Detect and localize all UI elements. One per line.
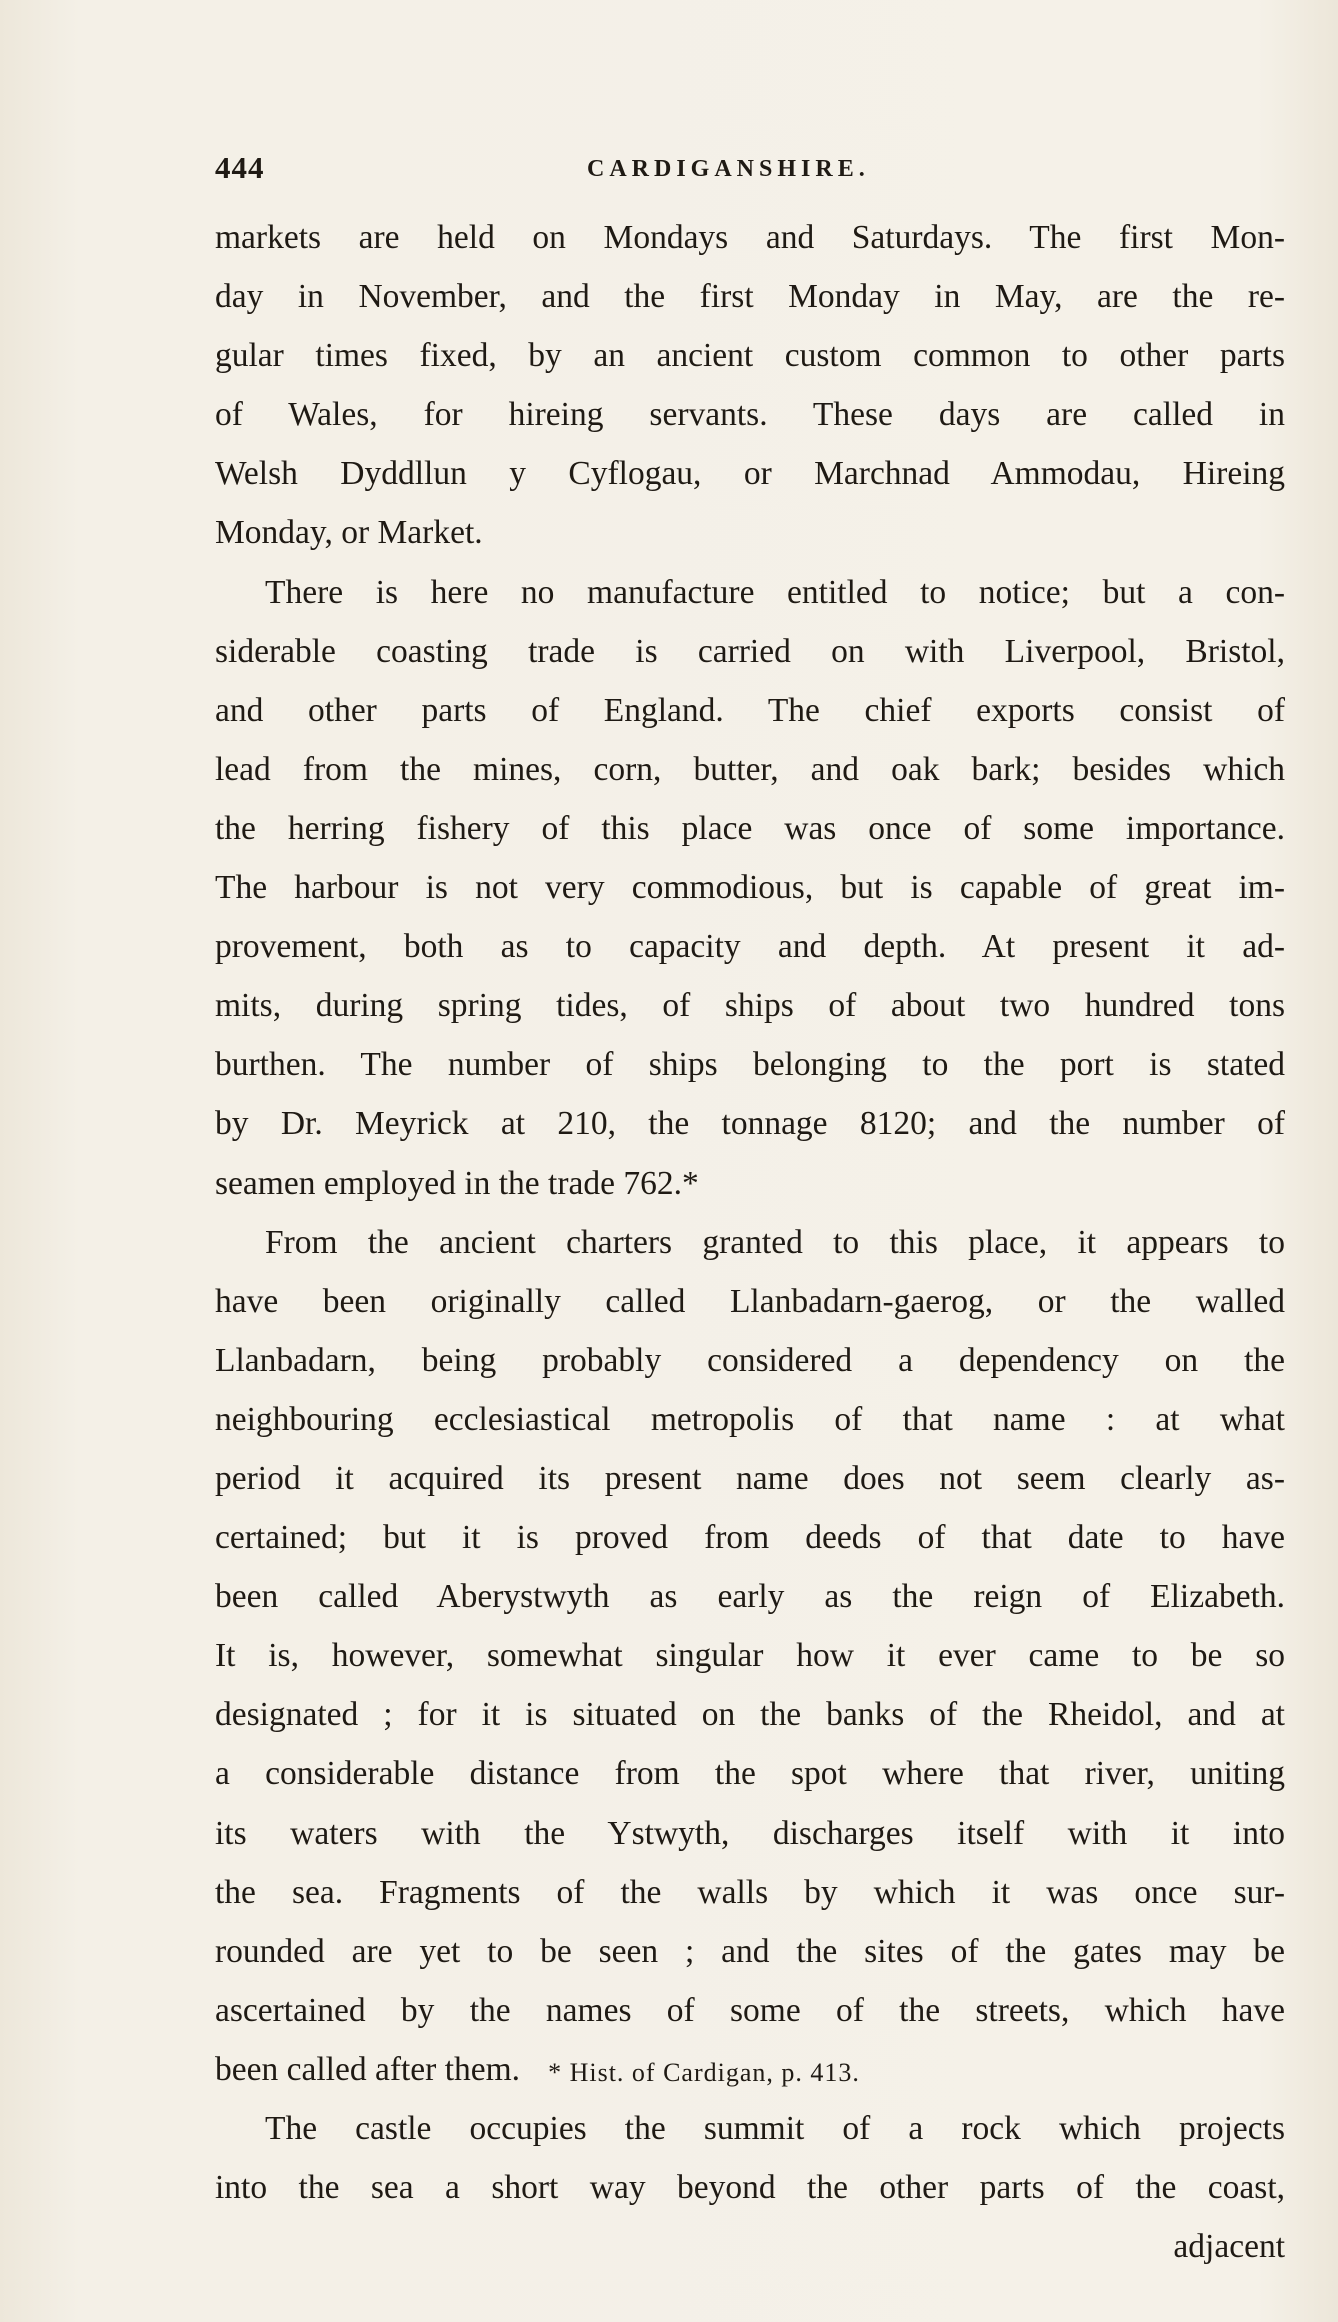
text-line: the herring fishery of this place was once of some importance. xyxy=(215,809,1285,847)
text-line: the sea. Fragments of the walls by which it was once sur- xyxy=(215,1873,1285,1911)
text-line: siderable coasting trade is carried on with Liverpool, Bristol, xyxy=(215,632,1285,670)
text-line: rounded are yet to be seen ; and the sites of the gates may be xyxy=(215,1932,1285,1970)
text-line: It is, however, somewhat singular how it ever came to be so xyxy=(215,1637,1285,1675)
text-line: seamen employed in the trade 762.* xyxy=(215,1164,699,1202)
text-line: Llanbadarn, being probably considered a dependency on the xyxy=(215,1341,1285,1379)
text-line: gular times fixed, by an ancient custom common to other parts xyxy=(215,337,1285,375)
text-line: provement, both as to capacity and depth. At present it ad- xyxy=(215,928,1285,966)
text-line: of Wales, for hireing servants. These days are called in xyxy=(215,396,1285,434)
running-head: CARDIGANSHIRE. xyxy=(587,156,870,182)
text-line: The harbour is not very commodious, but is capable of great im- xyxy=(215,869,1285,907)
text-line: a considerable distance from the spot where that river, uniting xyxy=(215,1755,1285,1793)
page-number: 444 xyxy=(215,150,265,185)
text-line: lead from the mines, corn, butter, and oak bark; besides which xyxy=(215,750,1285,788)
text-line: been called Aberystwyth as early as the reign of Elizabeth. xyxy=(215,1578,1285,1616)
text-line: Monday, or Market. xyxy=(215,514,483,552)
text-line: neighbouring ecclesiastical metropolis of that name : at what xyxy=(215,1400,1285,1438)
text-line: burthen. The number of ships belonging to the port is stated xyxy=(215,1046,1285,1084)
text-line: designated ; for it is situated on the banks of the Rheidol, and at xyxy=(215,1696,1285,1734)
text-line: markets are held on Mondays and Saturdays. The first Mon- xyxy=(215,219,1285,256)
text-line: period it acquired its present name does not seem clearly as- xyxy=(215,1459,1285,1497)
footnote xyxy=(0,2058,1338,2088)
text-line: Welsh Dyddllun y Cyflogau, or Marchnad Ammodau, Hireing xyxy=(215,455,1285,493)
text-line: by Dr. Meyrick at 210, the tonnage 8120; and the number of xyxy=(215,1105,1285,1143)
text-line: From the ancient charters granted to this place, it appears to xyxy=(265,1223,1285,1261)
text-line: its waters with the Ystwyth, discharges itself with it into xyxy=(215,1814,1285,1852)
text-line: been called after them. xyxy=(215,2050,521,2088)
page-header xyxy=(215,150,1285,190)
text-line: There is here no manufacture entitled to notice; but a con- xyxy=(265,573,1285,611)
catchword: adjacent xyxy=(1173,2228,1285,2266)
footnote-text: * Hist. of Cardigan, p. 413. xyxy=(548,2058,860,2087)
text-line: day in November, and the first Monday in May, are the re- xyxy=(215,278,1285,316)
text-line: certained; but it is proved from deeds of that date to have xyxy=(215,1519,1285,1557)
text-line: have been originally called Llanbadarn-gaerog, or the walled xyxy=(215,1282,1285,1320)
text-line: The castle occupies the summit of a rock which projects xyxy=(265,2110,1285,2147)
text-line: mits, during spring tides, of ships of about two hundred tons xyxy=(215,987,1285,1025)
text-line: into the sea a short way beyond the other parts of the coast, xyxy=(215,2169,1285,2207)
body-text xyxy=(215,208,1285,2276)
text-line: ascertained by the names of some of the streets, which have xyxy=(215,1991,1285,2029)
text-line: and other parts of England. The chief exports consist of xyxy=(215,691,1285,729)
